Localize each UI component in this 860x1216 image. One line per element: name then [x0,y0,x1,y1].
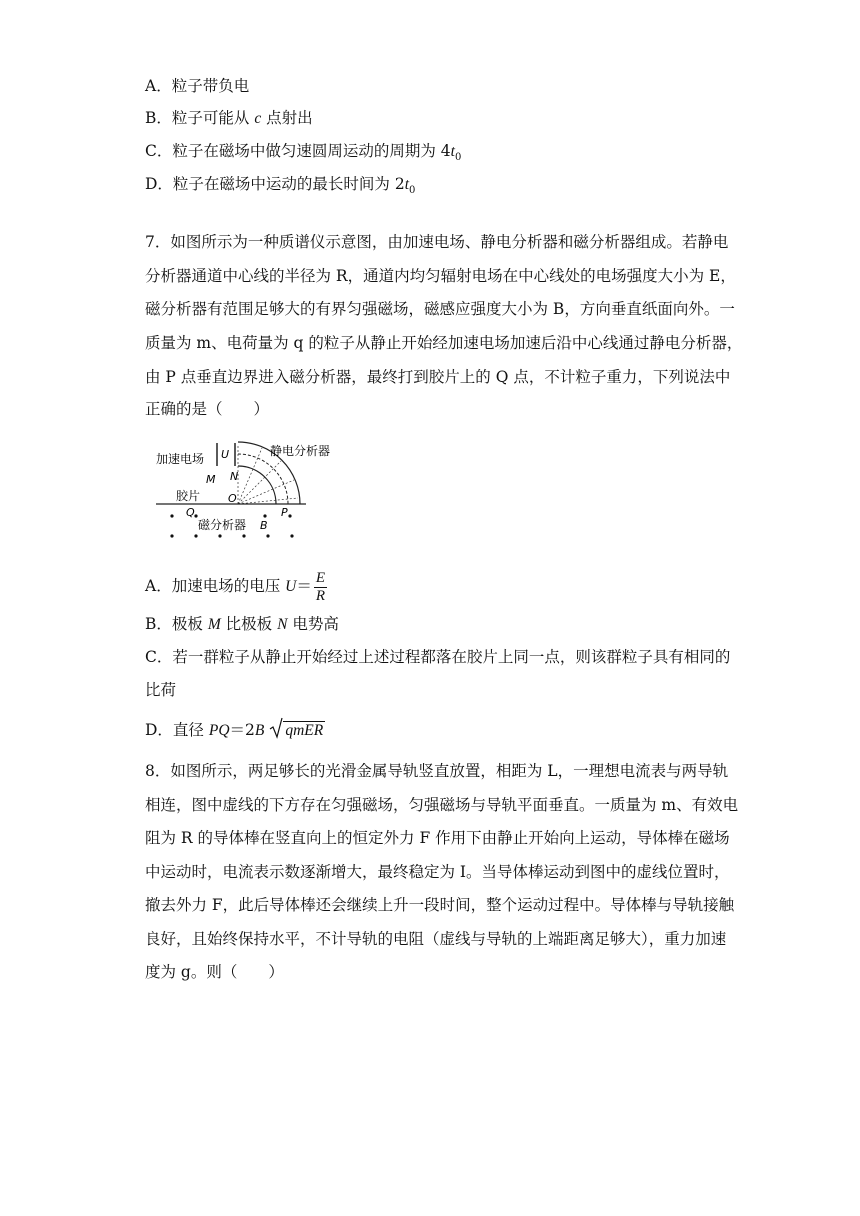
q7-option-a: A．加速电场的电压 U＝ $\frac{E}{R}$ [145,569,326,604]
q8-stem-line: 撤去外力 F，此后导体棒还会继续上升一段时间，整个运动过程中。导体棒与导轨接触 [145,896,735,914]
q8-stem-line: 良好，且始终保持水平，不计导轨的电阻（虚线与导轨的上端距离足够大），重力加速 [145,930,727,948]
q7-stem-line: 7．如图所示为一种质谱仪示意图，由加速电场、静电分析器和磁分析器组成。若静电 [145,233,729,251]
label-b: B [260,519,268,532]
q7-stem-line: 由 P 点垂直边界进入磁分析器，最终打到胶片上的 Q 点，不计粒子重力，下列说法中 [145,368,731,386]
square-root: qmER [269,720,325,741]
mass-spectrometer-figure [150,436,350,546]
label-magnetic-analyzer: 磁分析器 [198,518,247,532]
q7-stem-line: 分析器通道中心线的半径为 R，通道内均匀辐射电场在中心线处的电场强度大小为 E， [145,267,736,285]
label-accel-field: 加速电场 [156,452,205,466]
q7-stem-line: 正确的是（ ） [145,400,270,418]
q6-option-d: D．粒子在磁场中运动的最长时间为 $2t_0$ [145,175,416,197]
label-film: 胶片 [176,489,201,503]
label-electrostatic-analyzer: 静电分析器 [270,444,331,458]
q8-stem-line: 阻为 R 的导体棒在竖直向上的恒定外力 F 作用下由静止开始向上运动，导体棒在磁场 [145,829,730,847]
q8-stem-line: 度为 g。则（ ） [145,963,284,981]
q6-option-c: C．粒子在磁场中做匀速圆周运动的周期为 $4t_0$ [145,142,462,164]
q7-stem-line: 质量为 m、电荷量为 q 的粒子从静止开始经加速电场加速后沿中心线通过静电分析器， [145,334,743,352]
label-m: M [206,473,216,486]
label-q: Q [186,506,195,519]
label-o: O [228,492,237,505]
q6-option-a: A．粒子带负电 [145,77,250,95]
label-p: P [281,506,288,519]
radical-sign-icon [269,717,283,739]
q7-stem-line: 磁分析器有范围足够大的有界匀强磁场，磁感应强度大小为 B，方向垂直纸面向外。一 [145,300,735,318]
fraction-e-over-r: $\frac{E}{R}$ [315,569,326,604]
q7-option-c-cont: 比荷 [145,681,177,699]
q8-stem-line: 相连，图中虚线的下方存在匀强磁场，匀强磁场与导轨平面垂直。一质量为 m、有效电 [145,796,739,814]
q7-option-c: C．若一群粒子从静止开始经过上述过程都落在胶片上同一点，则该群粒子具有相同的 [145,648,731,666]
q7-option-d: D．直径 PQ＝2B qmER [145,720,325,741]
q7-option-b: B．极板 M 比极板 N 电势高 [145,615,339,633]
q8-stem-line: 中运动时，电流表示数逐渐增大，最终稳定为 I。当导体棒运动到图中的虚线位置时， [145,863,730,881]
label-u: U [221,448,230,461]
q8-stem-line: 8．如图所示，两足够长的光滑金属导轨竖直放置，相距为 L，一理想电流表与两导轨 [145,762,729,780]
label-n: N [230,470,239,483]
q6-option-b: B．粒子可能从 c 点射出 [145,109,313,127]
